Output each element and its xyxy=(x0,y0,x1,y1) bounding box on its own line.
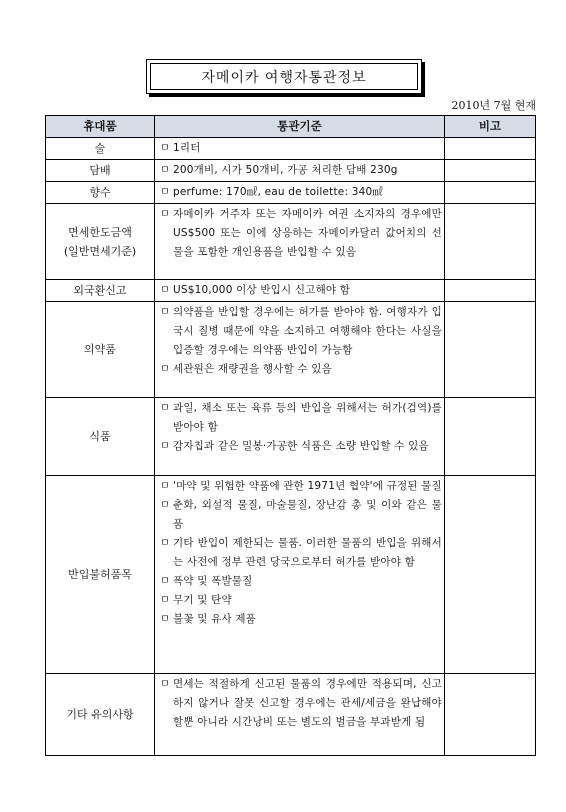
row-category: 면세한도금액 (일반면세기준) xyxy=(46,204,155,280)
square-bullet-icon: ㅁ xyxy=(160,679,170,690)
standard-text: perfume: 170㎖, eau de toilette: 340㎖ xyxy=(173,186,384,198)
row-category: 식품 xyxy=(46,398,155,476)
document-title: 자메이카 여행자통관정보 xyxy=(150,63,418,90)
row-category: 기타 유의사항 xyxy=(46,674,155,756)
table-row xyxy=(46,398,536,476)
standard-text: 세관원은 재량권을 행사할 수 있음 xyxy=(173,363,332,375)
row-note xyxy=(445,476,536,674)
standard-line xyxy=(157,161,442,180)
row-category: 외국환신고 xyxy=(46,280,155,302)
standard-text: 면세는 적절하게 신고된 물품의 경우에만 적용되며, 신고하지 않거나 잘못 신고할 경우에는 관세/세금을 완납해야 할뿐 아니라 시간낭비 또는 별도의 벌금을 부과받게 됨 xyxy=(173,678,442,728)
square-bullet-icon: ㅁ xyxy=(160,364,170,375)
standard-line xyxy=(157,496,442,534)
row-standard xyxy=(155,204,445,280)
row-note xyxy=(445,674,536,756)
row-note xyxy=(445,204,536,280)
standard-line xyxy=(157,360,442,379)
standard-text: 무기 및 탄약 xyxy=(173,594,232,606)
table-row xyxy=(46,674,536,756)
row-note xyxy=(445,138,536,160)
row-category: 담배 xyxy=(46,160,155,182)
standard-line xyxy=(157,437,442,456)
standard-text: 의약품을 반입할 경우에는 허가를 받아야 함. 여행자가 입국시 질병 때문에 약을 소지하고 여행해야 한다는 사실을 입증할 경우에는 의약품 반입이 가능함 xyxy=(173,306,442,356)
standard-text: 감자칩과 같은 밀봉·가공한 식품은 소량 반입할 수 있음 xyxy=(173,440,429,452)
row-standard xyxy=(155,138,445,160)
standard-line xyxy=(157,303,442,360)
square-bullet-icon: ㅁ xyxy=(160,165,170,176)
table-row xyxy=(46,138,536,160)
square-bullet-icon: ㅁ xyxy=(160,403,170,414)
row-note xyxy=(445,398,536,476)
standard-text: 기타 반입이 제한되는 물품. 이러한 물품의 반입을 위해서는 사전에 정부 관련 당국으로부터 허가를 받아야 함 xyxy=(173,537,442,568)
standard-text: 폭약 및 폭발물질 xyxy=(173,575,253,587)
standard-line xyxy=(157,477,442,496)
standard-line xyxy=(157,399,442,437)
standard-text: US$10,000 이상 반입시 신고해야 함 xyxy=(173,284,351,296)
table-row xyxy=(46,280,536,302)
table-row xyxy=(46,160,536,182)
title-box xyxy=(146,59,422,94)
table-row xyxy=(46,182,536,204)
standard-text: 자메이카 거주자 또는 자메이카 여권 소지자의 경우에만 US$500 또는 이에 상응하는 자메이카달러 값어치의 선물을 포함한 개인용품을 반입할 수 있음 xyxy=(173,208,442,258)
square-bullet-icon: ㅁ xyxy=(160,187,170,198)
standard-text: 춘화, 외설적 물질, 마술물질, 장난감 총 및 이와 같은 물품 xyxy=(173,499,442,530)
row-standard xyxy=(155,302,445,398)
customs-table xyxy=(45,115,536,756)
row-note xyxy=(445,182,536,204)
standard-line xyxy=(157,610,442,629)
table-header-row xyxy=(46,116,536,138)
standard-line xyxy=(157,205,442,262)
row-category: 술 xyxy=(46,138,155,160)
square-bullet-icon: ㅁ xyxy=(160,209,170,220)
row-standard xyxy=(155,476,445,674)
standard-text: '마약 및 위험한 약품에 관한 1971년 협약'에 규정된 물질 xyxy=(173,480,442,492)
square-bullet-icon: ㅁ xyxy=(160,614,170,625)
row-category: 반입불허품목 xyxy=(46,476,155,674)
table-row xyxy=(46,302,536,398)
square-bullet-icon: ㅁ xyxy=(160,143,170,154)
square-bullet-icon: ㅁ xyxy=(160,595,170,606)
square-bullet-icon: ㅁ xyxy=(160,481,170,492)
square-bullet-icon: ㅁ xyxy=(160,285,170,296)
standard-line xyxy=(157,281,442,300)
row-note xyxy=(445,160,536,182)
row-category: 향수 xyxy=(46,182,155,204)
header-standard: 통관기준 xyxy=(155,116,445,138)
row-standard xyxy=(155,398,445,476)
standard-text: 200개비, 시가 50개비, 가공 처리한 담배 230g xyxy=(173,164,398,176)
square-bullet-icon: ㅁ xyxy=(160,576,170,587)
standard-line xyxy=(157,139,442,158)
standard-text: 불꽃 및 유사 제품 xyxy=(173,613,257,625)
square-bullet-icon: ㅁ xyxy=(160,538,170,549)
header-item: 휴대품 xyxy=(46,116,155,138)
table-row xyxy=(46,204,536,280)
square-bullet-icon: ㅁ xyxy=(160,441,170,452)
standard-line xyxy=(157,534,442,572)
row-standard xyxy=(155,182,445,204)
row-note xyxy=(445,280,536,302)
standard-line xyxy=(157,675,442,732)
row-standard xyxy=(155,674,445,756)
square-bullet-icon: ㅁ xyxy=(160,500,170,511)
standard-line xyxy=(157,591,442,610)
table-row xyxy=(46,476,536,674)
standard-line xyxy=(157,572,442,591)
row-category: 의약품 xyxy=(46,302,155,398)
row-standard xyxy=(155,280,445,302)
standard-text: 과일, 채소 또는 육류 등의 반입을 위해서는 허가(검역)를 받아야 함 xyxy=(173,402,442,433)
row-standard xyxy=(155,160,445,182)
header-note: 비고 xyxy=(445,116,536,138)
square-bullet-icon: ㅁ xyxy=(160,307,170,318)
standard-text: 1리터 xyxy=(173,142,201,154)
as-of-date: 2010년 7월 현재 xyxy=(451,99,536,112)
standard-line xyxy=(157,183,442,202)
row-note xyxy=(445,302,536,398)
